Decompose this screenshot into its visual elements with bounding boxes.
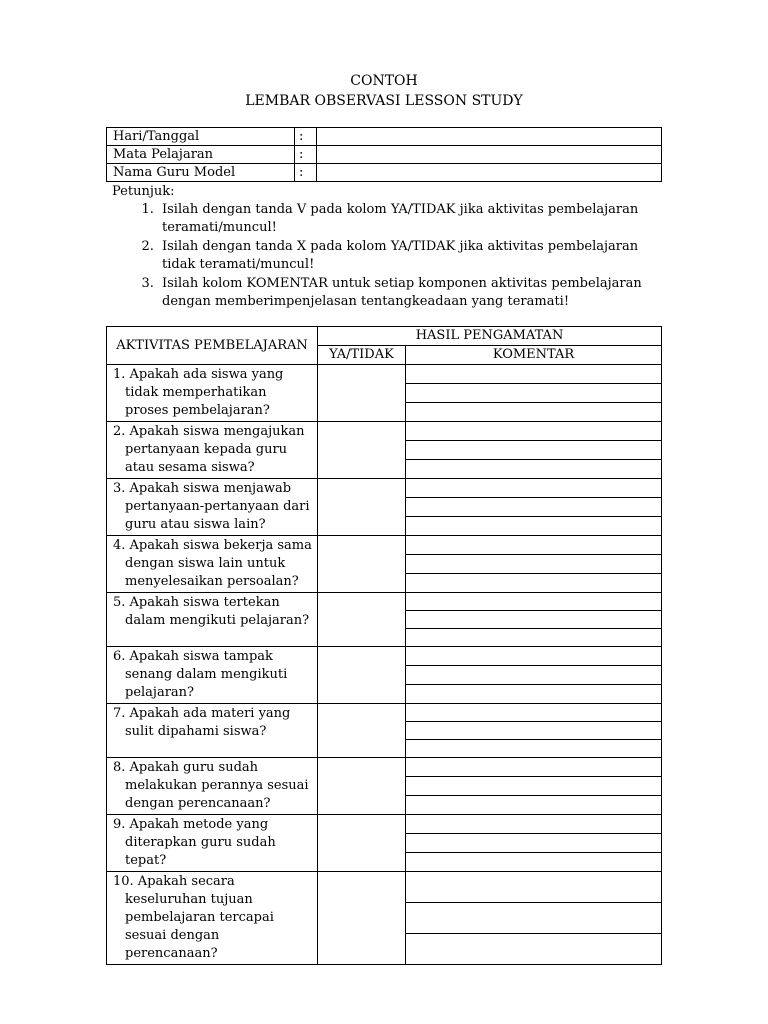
yes-no-cell[interactable] — [318, 422, 406, 479]
activity-question: 5. Apakah siswa tertekan dalam mengikuti pelajaran? — [113, 595, 310, 628]
activity-cell — [107, 479, 318, 536]
info-value-subject[interactable] — [317, 146, 662, 164]
activity-cell — [107, 815, 318, 872]
comment-line[interactable] — [406, 536, 662, 555]
table-row — [107, 479, 662, 498]
comment-line[interactable] — [406, 934, 662, 965]
comment-line[interactable] — [406, 422, 662, 441]
activity-cell — [107, 593, 318, 647]
instruction-item: 1. Isilah dengan tanda V pada kolom YA/TIDAK jika aktivitas pembelajaran teramati/muncul! — [158, 201, 672, 237]
table-row — [107, 593, 662, 611]
comment-line[interactable] — [406, 555, 662, 574]
comment-line[interactable] — [406, 758, 662, 777]
yes-no-cell[interactable] — [318, 536, 406, 593]
activity-cell — [107, 647, 318, 704]
table-row — [107, 422, 662, 441]
comment-line[interactable] — [406, 796, 662, 815]
info-label-date: Hari/Tanggal — [107, 128, 295, 146]
activity-cell — [107, 872, 318, 965]
info-value-date[interactable] — [317, 128, 662, 146]
info-value-teacher[interactable] — [317, 164, 662, 182]
activity-question: 1. Apakah ada siswa yang tidak memperhatikan proses pembelajaran? — [113, 367, 284, 418]
comment-line[interactable] — [406, 384, 662, 403]
instructions — [112, 183, 672, 312]
comment-line[interactable] — [406, 834, 662, 853]
header-activity: AKTIVITAS PEMBELAJARAN — [107, 327, 318, 365]
header-result: HASIL PENGAMATAN — [318, 327, 662, 346]
activity-cell — [107, 758, 318, 815]
comment-line[interactable] — [406, 574, 662, 593]
comment-line[interactable] — [406, 498, 662, 517]
document-title-line2: LEMBAR OBSERVASI LESSON STUDY — [245, 93, 523, 109]
comment-line[interactable] — [406, 460, 662, 479]
yes-no-cell[interactable] — [318, 704, 406, 758]
comment-line[interactable] — [406, 853, 662, 872]
comment-line[interactable] — [406, 666, 662, 685]
header-comment: KOMENTAR — [406, 346, 662, 365]
yes-no-cell[interactable] — [318, 365, 406, 422]
activity-question: 10. Apakah secara keseluruhan tujuan pembelajaran tercapai sesuai dengan perencanaan? — [113, 874, 274, 961]
activity-question: 8. Apakah guru sudah melakukan perannya sesuai dengan perencanaan? — [113, 760, 309, 811]
yes-no-cell[interactable] — [318, 593, 406, 647]
comment-line[interactable] — [406, 815, 662, 834]
info-separator: : — [295, 164, 317, 182]
comment-line[interactable] — [406, 722, 662, 740]
table-row — [107, 536, 662, 555]
comment-line[interactable] — [406, 629, 662, 647]
observation-table — [106, 326, 662, 965]
table-row — [107, 704, 662, 722]
instructions-heading: Petunjuk: — [112, 184, 175, 199]
comment-line[interactable] — [406, 740, 662, 758]
info-label-subject: Mata Pelajaran — [107, 146, 295, 164]
activity-cell — [107, 365, 318, 422]
yes-no-cell[interactable] — [318, 647, 406, 704]
table-row — [107, 872, 662, 903]
info-row-date — [107, 128, 662, 146]
comment-line[interactable] — [406, 593, 662, 611]
info-table — [106, 127, 662, 182]
yes-no-cell[interactable] — [318, 758, 406, 815]
activity-question: 9. Apakah metode yang diterapkan guru sudah tepat? — [113, 817, 276, 868]
comment-line[interactable] — [406, 903, 662, 934]
info-separator: : — [295, 128, 317, 146]
comment-line[interactable] — [406, 777, 662, 796]
yes-no-cell[interactable] — [318, 872, 406, 965]
comment-line[interactable] — [406, 611, 662, 629]
comment-line[interactable] — [406, 685, 662, 704]
table-row — [107, 758, 662, 777]
info-row-teacher — [107, 164, 662, 182]
observation-table-body — [107, 365, 662, 965]
activity-question: 6. Apakah siswa tampak senang dalam mengikuti pelajaran? — [113, 649, 288, 700]
yes-no-cell[interactable] — [318, 815, 406, 872]
comment-line[interactable] — [406, 365, 662, 384]
table-row — [107, 815, 662, 834]
comment-line[interactable] — [406, 517, 662, 536]
activity-cell — [107, 536, 318, 593]
instruction-item: 2. Isilah dengan tanda X pada kolom YA/TIDAK jika aktivitas pembelajaran tidak teramati/muncul! — [158, 238, 672, 274]
activity-cell — [107, 704, 318, 758]
comment-line[interactable] — [406, 479, 662, 498]
comment-line[interactable] — [406, 704, 662, 722]
yes-no-cell[interactable] — [318, 479, 406, 536]
comment-line[interactable] — [406, 647, 662, 666]
document-title-line1: CONTOH — [350, 73, 418, 89]
info-row-subject — [107, 146, 662, 164]
header-yes-no: YA/TIDAK — [318, 346, 406, 365]
comment-line[interactable] — [406, 403, 662, 422]
instructions-list — [112, 201, 672, 311]
comment-line[interactable] — [406, 441, 662, 460]
activity-question: 7. Apakah ada materi yang sulit dipahami siswa? — [113, 706, 291, 739]
table-row — [107, 647, 662, 666]
activity-question: 4. Apakah siswa bekerja sama dengan siswa lain untuk menyelesaikan persoalan? — [113, 538, 312, 589]
activity-question: 2. Apakah siswa mengajukan pertanyaan kepada guru atau sesama siswa? — [113, 424, 305, 475]
activity-question: 3. Apakah siswa menjawab pertanyaan-pertanyaan dari guru atau siswa lain? — [113, 481, 310, 532]
instruction-item: 3. Isilah kolom KOMENTAR untuk setiap komponen aktivitas pembelajaran dengan memberimpenjelasan tentangkeadaan yang teramati! — [158, 275, 672, 311]
info-separator: : — [295, 146, 317, 164]
table-row — [107, 365, 662, 384]
info-label-teacher: Nama Guru Model — [107, 164, 295, 182]
comment-line[interactable] — [406, 872, 662, 903]
activity-cell — [107, 422, 318, 479]
